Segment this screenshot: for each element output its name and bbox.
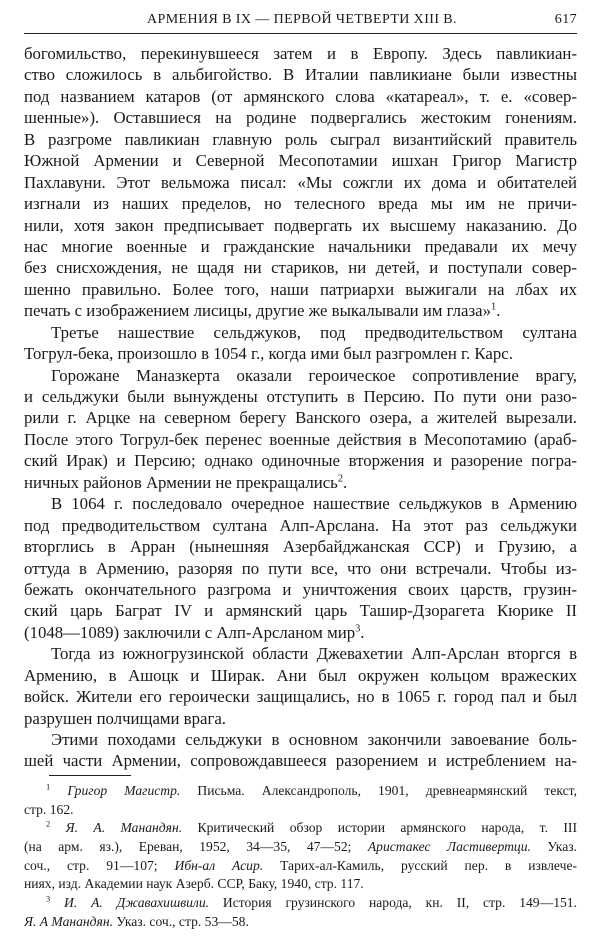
footnote-rule (49, 775, 131, 776)
footnote-text: История грузинского народа, кн. II, стр. 149—151. (222, 895, 577, 911)
text-line: нили, хотя закон предписывает подвергать их высшему наказанию. До (24, 215, 577, 235)
footnote-marker: 1 (46, 782, 51, 792)
text-line: Тогрул-бека, произошло в 1054 г., когда ими был разгромлен г. Карс. (24, 344, 513, 364)
text-line: (1048—1089) заключили с Алп-Арсланом мир$^3$. (24, 622, 365, 642)
footnote-marker: 3 (46, 894, 51, 904)
footnote-3 (24, 894, 577, 913)
main-text (24, 43, 577, 772)
footnote-author: Я. А Манандян. (24, 913, 113, 929)
footnote-line: ниях, изд. Академии наук Азерб. ССР, Баку, 1940, стр. 117. (24, 876, 364, 892)
footnote-text: Тарих-ал-Камиль, русский пер. в извлече- (280, 857, 577, 873)
footnote-author: И. А. Джавахишвили. (64, 895, 210, 911)
text-line: Горожане Маназкерта оказали героическое сопротивление врагу, (51, 365, 577, 385)
text-line: печать с изображением лисицы, другие же выкалывали им глаза»$^1$. (24, 301, 501, 321)
footnote-line (24, 913, 577, 932)
text-line: и сельджуки были вынуждены отступить в Персию. По пути они разо- (24, 387, 577, 406)
text-line: шенные»). Оставшиеся на родине подвергались жестоким гонениям. (24, 108, 577, 128)
text-line: изгнали из наших пределов, но телесного вреда мы им не причи- (24, 194, 577, 214)
footnote-text: Критический обзор истории армянского народа, т. III (197, 820, 577, 836)
text-segment: ничных районов Армении не прекращались (24, 472, 338, 492)
footnote-text: Указ. соч., стр. 53—58. (116, 913, 249, 929)
footnote-text: Письма. Александрополь, 1901, древнеармянский текст, (197, 783, 577, 798)
text-line: разрушен полчищами врага. (24, 708, 226, 728)
footnote-author: Ибн-ал Асир. (174, 857, 264, 873)
text-line: В 1064 г. последовало очередное нашествие сельджуков в Армению (51, 494, 577, 514)
text-line: нас многие военные и гражданские начальники предавали их мечу (24, 236, 577, 256)
text-line: вторглись в Арран (нынешняя Азербайджанская ССР) и Грузию, а (24, 537, 577, 557)
text-line: под предводительством султана Алп-Арслана. На этот раз сельджуки (24, 515, 577, 535)
text-line: В разгроме павликиан главную роль сыграл византийский правитель (24, 129, 577, 149)
footnote-line (24, 838, 577, 857)
text-line: Южной Армении и Северной Месопотамии ишхан Григор Магистр (24, 151, 577, 171)
text-line: без снисхождения, не щадя ни стариков, ни детей, и поступали совер- (24, 258, 577, 278)
text-line: оттуда в Армению, разоряя по пути все, что они встречали. Чтобы из- (24, 558, 577, 578)
page-number: 617 (554, 12, 577, 27)
text-segment: печать с изображением лисицы, другие же выкалывали им глаза» (24, 301, 491, 321)
footnote-1 (24, 782, 577, 801)
text-line: шей части Армении, сопровождавшееся разорением и истреблением на- (24, 751, 577, 771)
text-line: ский Ирак) и Персию; однако одиночные вторжения и разорение погра- (24, 451, 577, 471)
text-line: Пахлавуни. Этот вельможа писал: «Мы сожгли их дома и обитателей (24, 172, 577, 192)
text-line: Этими походами сельджуки в основном закончили завоевание боль- (51, 730, 577, 749)
footnote-line: стр. 162. (24, 801, 74, 817)
footnote-ref-2: 2 (337, 473, 344, 485)
text-line: Третье нашествие сельджуков, под предводительством султана (51, 322, 577, 342)
footnote-marker: 2 (46, 819, 51, 829)
text-line: шенно правильно. Более того, наши патриархи выжигали на лбах их (24, 279, 577, 299)
footnote-ref-1: 1 (490, 301, 497, 313)
text-line: После этого Тогрул-бек перенес военные действия в Месопотамию (араб- (24, 429, 577, 449)
footnote-text: (на арм. яз.), Ереван, 1952, 34—35, 47—52; (24, 839, 352, 855)
running-title: АРМЕНИЯ В IX — ПЕРВОЙ ЧЕТВЕРТИ XIII В. (147, 12, 457, 27)
text-line: рили г. Арцке на северном берегу Ванского озера, а жителей вырезали. (24, 408, 577, 428)
footnote-author: Аристакес Ластивертци. (367, 839, 531, 855)
text-line: ский царь Баграт IV и армянский царь Ташир-Дзорагета Кюрике II (24, 601, 577, 621)
footnote-2 (24, 819, 577, 838)
text-line: ничных районов Армении не прекращались$^2$. (24, 472, 348, 492)
footnote-author: Я. А. Манандян. (65, 820, 183, 836)
footnote-author: Григор Магистр. (67, 783, 181, 798)
text-line: Армению, в Ашоцк и Ширак. Ани был окружен кольцом вражеских (24, 665, 577, 685)
footnote-ref-3: 3 (355, 623, 361, 635)
text-line: Тогда из южногрузинской области Джевахетии Алп-Арслан вторгся в (51, 644, 577, 664)
footnotes (24, 782, 577, 932)
footnote-text: соч., стр. 91—107; (24, 857, 158, 873)
footnote-line (24, 857, 577, 876)
footnote-text: Указ. (547, 839, 577, 855)
header-rule (24, 33, 577, 34)
text-segment: (1048—1089) заключили с Алп-Арсланом мир (24, 622, 356, 642)
text-line: богомильство, перекинувшееся затем и в Европу. Здесь павликиан- (24, 44, 577, 63)
text-line: ство сложилось в альбигойство. В Италии павликиане были известны (24, 65, 577, 85)
text-line: бежать окончательного разгрома и уничтожения своих царств, грузин- (24, 579, 577, 599)
text-line: войск. Жители его героически защищались, но в 1065 г. город пал и был (24, 687, 577, 707)
text-line: под названием катаров (от армянского слова «катареал», т. е. «совер- (24, 86, 577, 106)
